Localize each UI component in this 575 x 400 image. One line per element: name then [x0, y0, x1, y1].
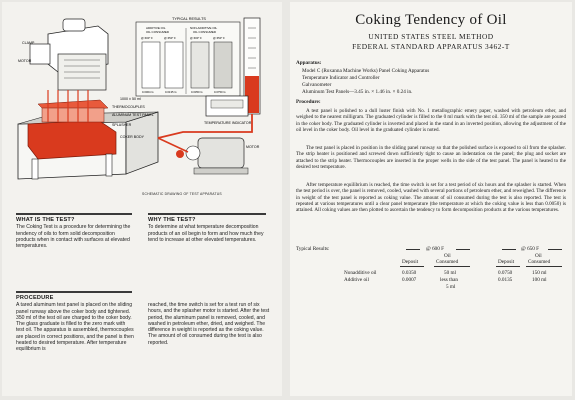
panel-value-label: 0.0135 G: [165, 90, 177, 94]
label-typical-results: TYPICAL RESULTS: [172, 17, 206, 21]
rule: [502, 249, 516, 250]
row-deposit-650: 0.0750: [498, 270, 513, 276]
row-deposit-600: 0.0350: [402, 270, 417, 276]
panel-value-label: 0.0750 G: [214, 90, 226, 94]
subtitle-method: UNITED STATES STEEL METHOD: [368, 32, 494, 41]
procedure-section: [16, 295, 134, 353]
what-is-heading: WHAT IS THE TEST?: [16, 217, 75, 223]
label-test-panel: ALUMINUM TEST PANEL: [112, 113, 154, 117]
label-nonadditive-oil-sub: OIL CONSUMED: [193, 30, 217, 34]
label-thermocouples: THERMOCOUPLES: [112, 105, 145, 109]
apparatus-item: Galvanometer: [302, 82, 332, 88]
apparatus-item: Aluminum Test Panels—3.45 in. × 1.46 in. × 0.24 in.: [302, 89, 413, 95]
divider-bar: [16, 213, 132, 215]
temperature-indicator: [206, 96, 248, 116]
row-consumed-650: 100 ml: [532, 277, 547, 283]
rule: [406, 249, 420, 250]
procedure-heading: Procedure:: [296, 99, 321, 105]
why-heading: WHY THE TEST?: [148, 217, 196, 223]
row-name: Additive oil: [344, 277, 369, 283]
results-label: Typical Results:: [296, 246, 330, 252]
rule: [526, 266, 562, 267]
page-title: Coking Tendency of Oil: [355, 12, 507, 28]
rule: [456, 249, 470, 250]
row-name: Nonadditive oil: [344, 270, 377, 276]
rule: [496, 266, 520, 267]
what-is-section: [16, 217, 134, 249]
right-page: [290, 2, 572, 396]
col-deposit-header: Deposit: [402, 259, 419, 265]
row-deposit-650: 0.0135: [498, 277, 513, 283]
divider-bar: [16, 291, 132, 293]
motor-block: [30, 19, 108, 90]
panel-col-label: @ 600° F: [190, 36, 202, 40]
col-oil-header: Oil: [535, 253, 542, 259]
rule: [400, 266, 424, 267]
what-is-text: The Coking Test is a procedure for determining the tendency of oils to form solid decomposition products when in contact with surfaces at elevated temperatures.: [16, 224, 131, 250]
panel-col-label: @ 650° F: [164, 36, 176, 40]
procedure-paragraph-2: The test panel is placed in position in the sliding panel runway so that the polished surface is exposed to oil from the splasher. The strip heater is positioned and screwed down sufficiently tight to cause an indentation on the panel; the plug and socket are attached to the strip heater. Thermocouples are inserted in the proper wells in the side of the test panel. The panel is heated to the desired test temperature.: [296, 145, 566, 170]
label-coker-body: COKER BODY: [120, 135, 144, 139]
rule: [548, 249, 562, 250]
label-nonadditive-oil: NON-ADDITIVE OIL: [190, 26, 218, 30]
procedure-text-col2: reached, the time switch is set for a test run of six hours, and the splasher motor is started. After the test period, the aluminum panel is removed, cooled, and washed in petroleum ether, dried, and weighed. The difference in weight is reported as the coking value. The amount of oil consumed during the test is also reported.: [148, 302, 270, 346]
procedure-text-col1: A tared aluminum test panel is placed on the sliding panel runway above the coker body and tightened. 350 ml of the test oil are charged to the coker body. The glass graduate is filled to the zero mark with test oil. The apparatus is assembled, thermocouples are placed in correct positions, and the panel is then heated to desired temperature. After temperature equilibrium is: [16, 302, 134, 353]
label-motor-right: MOTOR: [246, 145, 260, 149]
panel-value-label: 0.0004 G: [142, 90, 154, 94]
procedure-heading: PROCEDURE: [16, 295, 54, 301]
subtitle-apparatus: FEDERAL STANDARD APPARATUS 3462-T: [352, 42, 510, 51]
rule: [434, 266, 470, 267]
label-splasher: SPLASHER: [112, 123, 132, 127]
motor-right: [158, 138, 248, 174]
procedure-paragraph-3: After temperature equilibrium is reached, the time switch is set for a test period of six hours and the splasher is started. When the test period is over, the panel is removed, cooled, washed with several portions of petroleum ether, and reweighed. The difference in weight of the test panel is reported as coking value. The amount of oil consumed during the test is also reported. The test is repeated at various temperatures until a clear panel temperature (the temperature at which the coking value is less than 0.0050) is attained. All coking values are then plotted to ascertain the tendency to form decomposition products at the various temperatures.: [296, 182, 566, 214]
col-deposit-header: Deposit: [498, 259, 515, 265]
temp-600-header: @ 600 F: [426, 246, 445, 252]
why-section: [148, 217, 270, 243]
results-table: [296, 246, 572, 326]
row-consumed-650: 150 ml: [532, 270, 547, 276]
coker-body-red: [28, 90, 116, 159]
panel-col-label: @ 650° F: [213, 36, 225, 40]
apparatus-schematic: [8, 4, 278, 200]
panel-value-label: 0.0350 G: [191, 90, 203, 94]
temp-650-header: @ 650 F: [521, 246, 540, 252]
apparatus-heading: Apparatus:: [296, 60, 322, 66]
label-clamp: CLAMP: [22, 41, 35, 45]
figure-caption: SCHEMATIC DRAWING OF TEST APPARATUS: [142, 192, 222, 196]
procedure-continued: [148, 302, 270, 346]
label-additive-oil-sub: OIL CONSUMED: [146, 30, 170, 34]
label-temp-indicator: TEMPERATURE INDICATOR: [204, 121, 252, 125]
label-motor-top: MOTOR: [18, 59, 32, 63]
col-consumed-header: Consumed: [528, 259, 551, 265]
panel-col-label: @ 600° F: [141, 36, 153, 40]
row-consumed-600: 50 ml: [444, 270, 456, 276]
apparatus-item: Model C (Roxanna Machine Works) Panel Coking Apparatus: [302, 68, 430, 74]
label-volume: 1000 ± 50 ml: [120, 97, 141, 101]
col-consumed-header: Consumed: [436, 259, 459, 265]
procedure-paragraph-1: A test panel is polished to a dull luster finish with No. 1 metallographic emery paper, washed with petroleum ether, and weighed to the nearest milligram. The graduated cylinder is filled to the 0 ml mark with the test oil. 350 ml of the sample are poured in the coker body. The graduated cylinder is inverted and placed in the stand in an inverted position, allowing the adjustment of the oil level in the coker body. Oil level in the graduated cylinder is noted.: [296, 108, 566, 133]
row-consumed-600: less than: [440, 277, 459, 283]
row-deposit-600: 0.0007: [402, 277, 417, 283]
col-oil-header: Oil: [444, 253, 451, 259]
why-text: To determine at what temperature decomposition products of an oil begin to form and how much they tend to increase at other elevated temperatures.: [148, 224, 264, 243]
divider-bar: [148, 213, 266, 215]
label-additive-oil: ADDITIVE OIL: [146, 26, 166, 30]
row-consumed-600-cont: 5 ml: [446, 284, 456, 290]
left-page: [2, 2, 282, 396]
apparatus-item: Temperature Indicator and Controller: [302, 75, 380, 81]
